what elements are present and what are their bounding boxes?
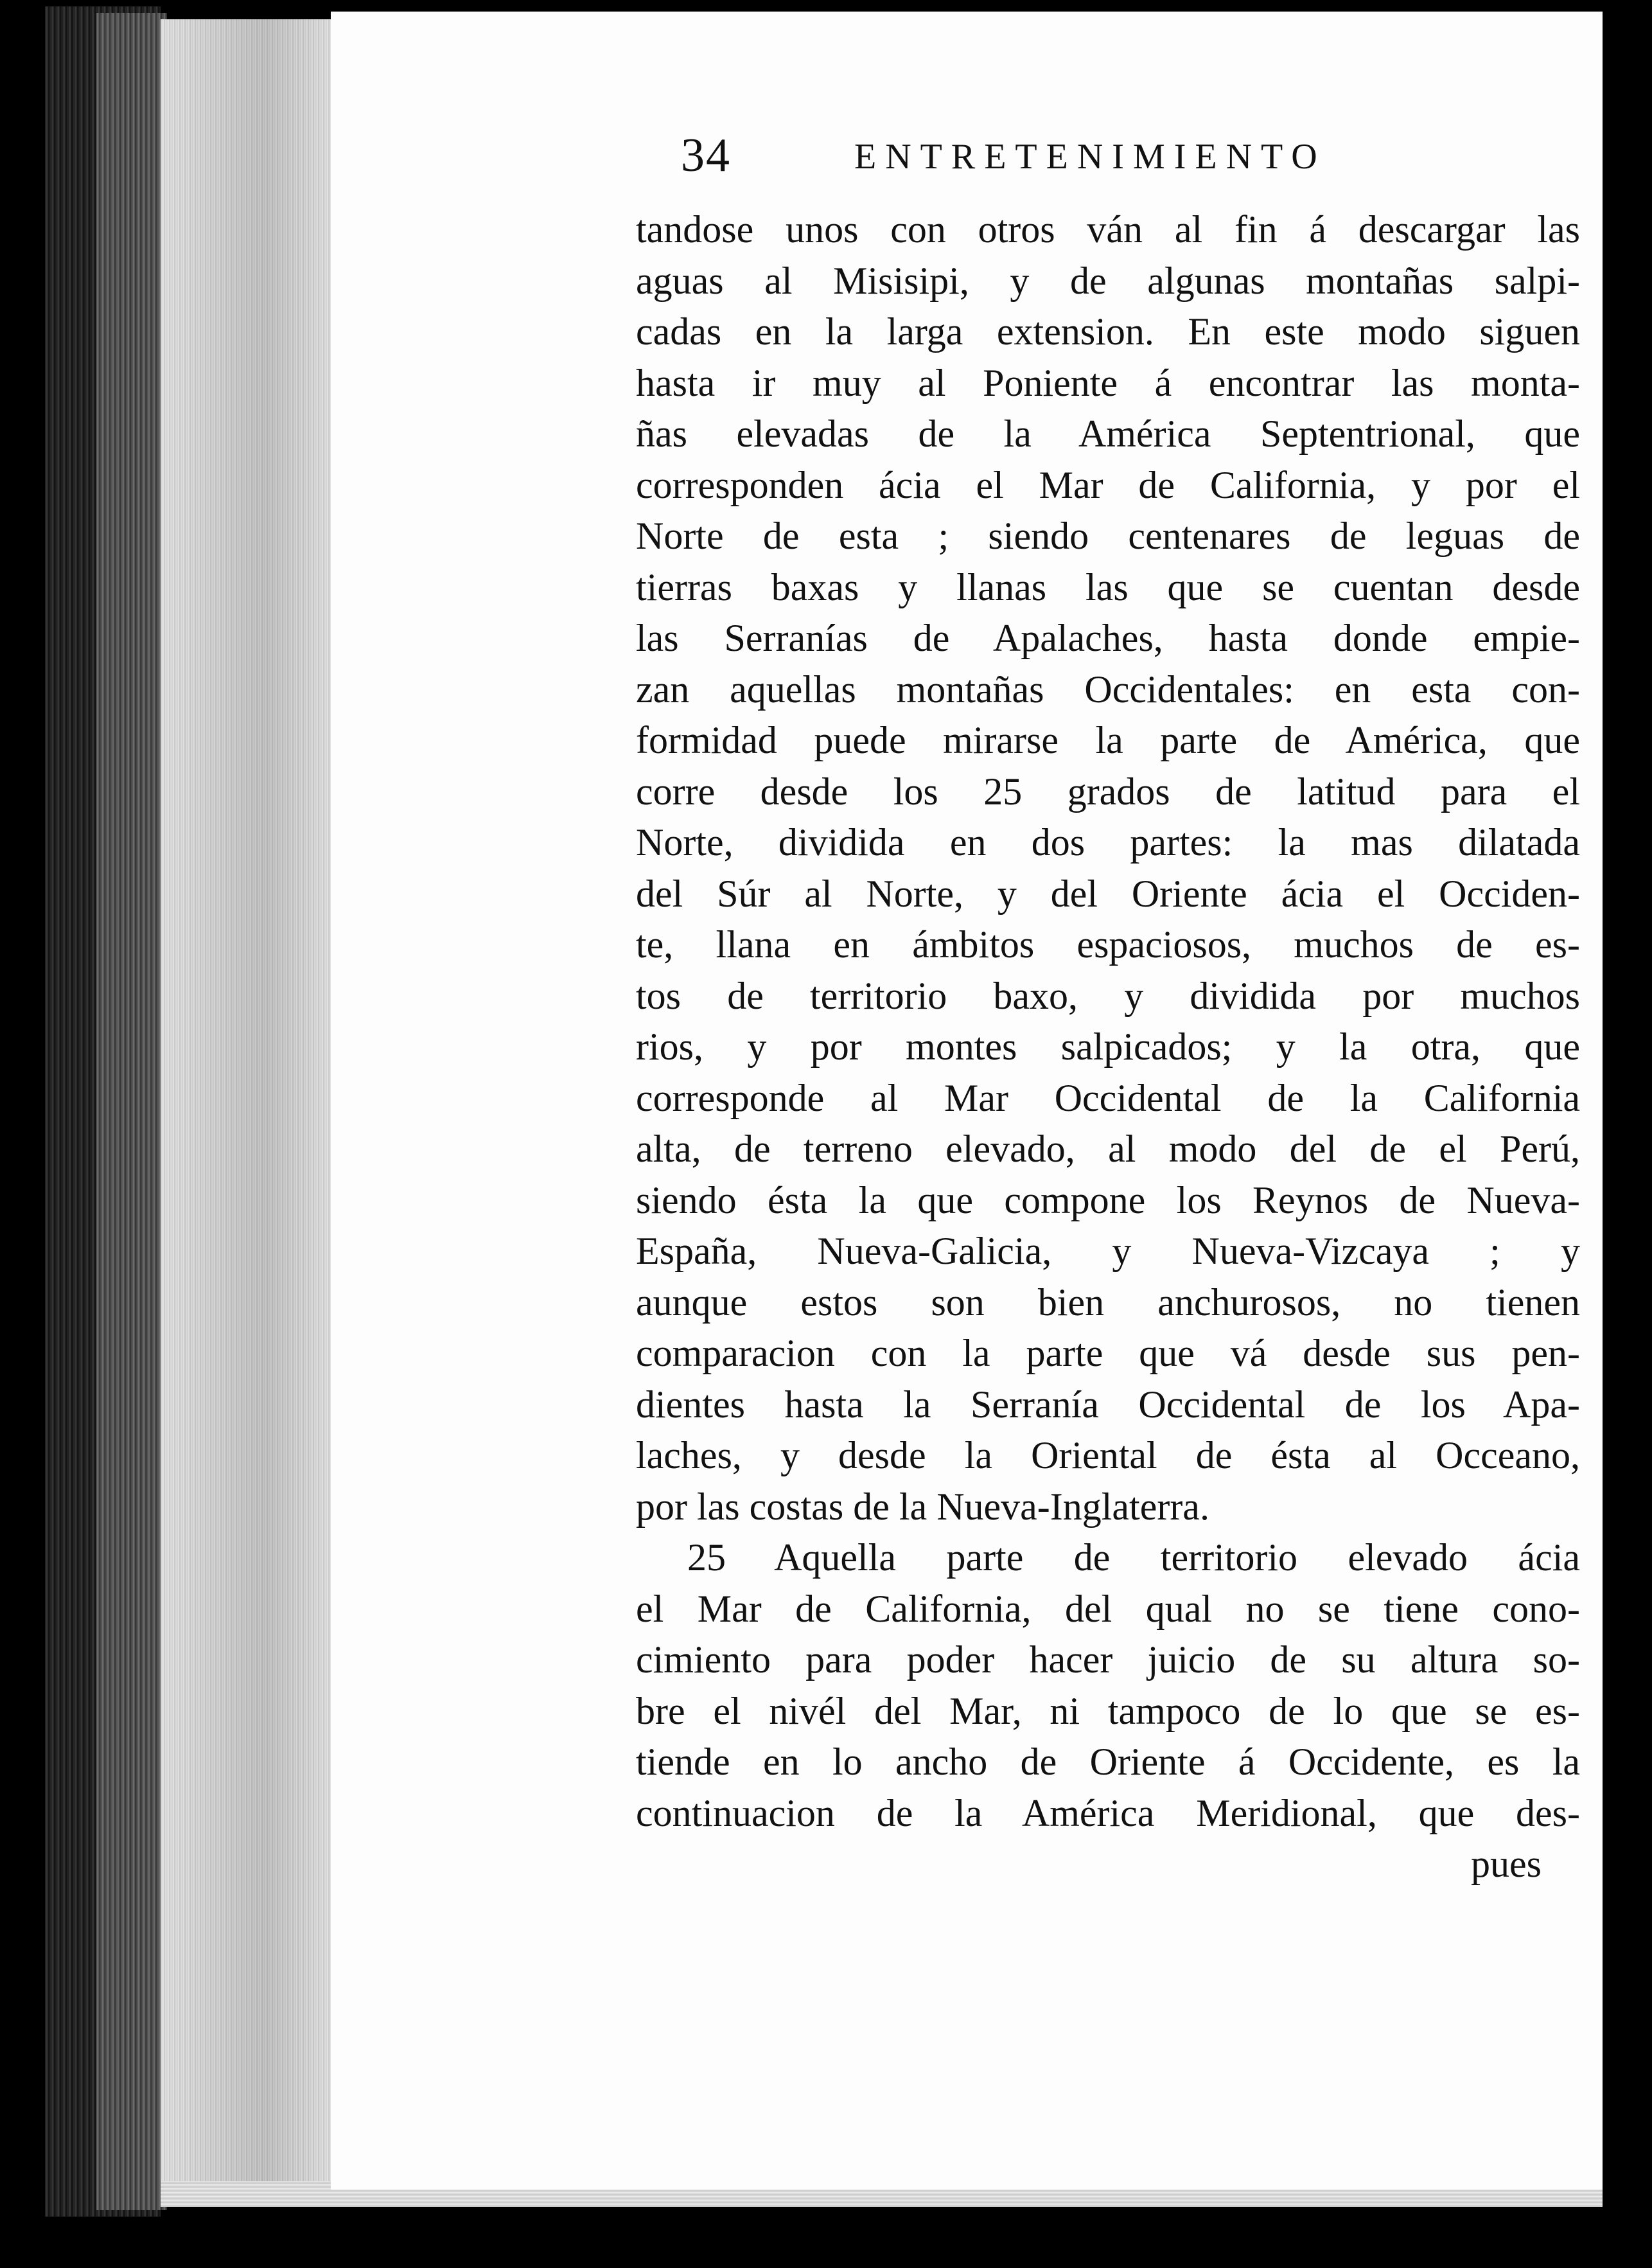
text-line: Norte de esta ; siendo centenares de leguas de <box>636 515 1580 557</box>
text-line: continuacion de la América Meridional, que des- <box>636 1791 1580 1834</box>
text-line: aguas al Misisipi, y de algunas montañas salpi- <box>636 259 1580 302</box>
text-line: te, llana en ámbitos espaciosos, muchos de es- <box>636 923 1580 966</box>
catchword: pues <box>1471 1843 1542 1885</box>
scan-border <box>1603 0 1652 2268</box>
paragraph-start-line: 25 Aquella parte de territorio elevado ácia <box>687 1536 1580 1579</box>
text-line: rios, y por montes salpicados; y la otra, que <box>636 1025 1580 1068</box>
text-line: aunque estos son bien anchurosos, no tienen <box>636 1280 1580 1324</box>
page-fore-edge-shadow <box>161 19 334 2184</box>
text-line: hasta ir muy al Poniente á encontrar las monta- <box>636 361 1580 404</box>
body-text <box>636 204 1580 1890</box>
text-line: formidad puede mirarse la parte de América, que <box>636 719 1580 761</box>
text-line: España, Nueva-Galicia, y Nueva-Vizcaya ; y <box>636 1230 1580 1272</box>
text-line: tiende en lo ancho de Oriente á Occidente, es la <box>636 1741 1580 1783</box>
text-line: tandose unos con otros ván al fin á descargar las <box>636 208 1580 251</box>
text-line: dientes hasta la Serranía Occidental de los Apa- <box>636 1383 1580 1426</box>
running-head: ENTRETENIMIENTO <box>854 137 1326 177</box>
page-header <box>681 128 1452 186</box>
text-line: zan aquellas montañas Occidentales: en esta con- <box>636 668 1580 711</box>
text-line: alta, de terreno elevado, al modo del de el Perú, <box>636 1128 1580 1170</box>
text-line: cimiento para poder hacer juicio de su altura so- <box>636 1638 1580 1681</box>
text-line: corre desde los 25 grados de latitud para el <box>636 770 1580 813</box>
text-line: el Mar de California, del qual no se tiene cono- <box>636 1587 1580 1630</box>
text-line: bre el nivél del Mar, ni tampoco de lo que se es- <box>636 1689 1580 1732</box>
text-line: Norte, dividida en dos partes: la mas dilatada <box>636 821 1580 864</box>
text-line: por las costas de la Nueva-Inglaterra. <box>636 1485 1209 1528</box>
book-spine-edge-inner <box>96 13 167 2210</box>
text-line: laches, y desde la Oriental de ésta al Occeano, <box>636 1434 1580 1476</box>
text-line: cadas en la larga extension. En este modo siguen <box>636 310 1580 353</box>
text-line: comparacion con la parte que vá desde sus pen- <box>636 1332 1580 1374</box>
text-line: siendo ésta la que compone los Reynos de Nueva- <box>636 1178 1580 1221</box>
page-number: 34 <box>681 129 731 182</box>
text-line: corresponden ácia el Mar de California, y por el <box>636 463 1580 506</box>
text-line: del Súr al Norte, y del Oriente ácia el Occiden- <box>636 872 1580 915</box>
text-line: tos de territorio baxo, y dividida por muchos <box>636 974 1580 1017</box>
text-line: corresponde al Mar Occidental de la California <box>636 1076 1580 1119</box>
text-line: ñas elevadas de la América Septentrional, que <box>636 412 1580 455</box>
text-line: tierras baxas y llanas las que se cuentan desde <box>636 565 1580 608</box>
text-line: las Serranías de Apalaches, hasta donde empie- <box>636 617 1580 659</box>
